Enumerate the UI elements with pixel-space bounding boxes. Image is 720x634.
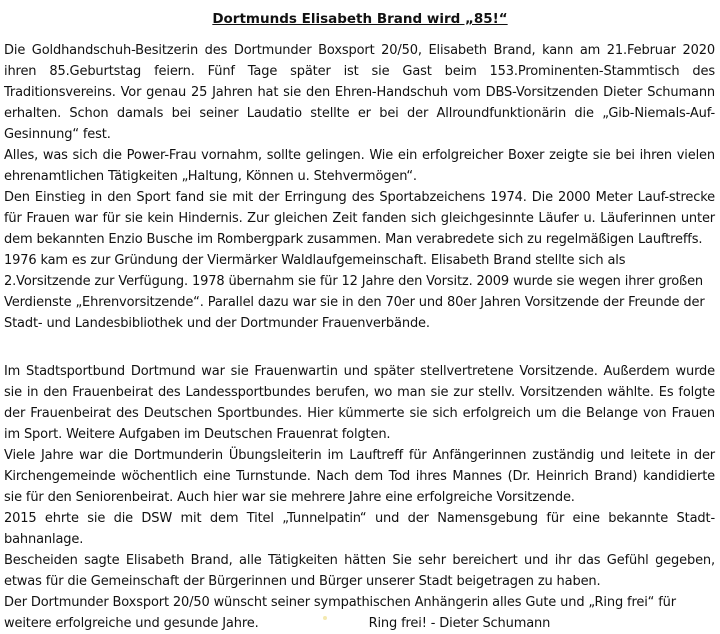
paragraph-1: Die Goldhandschuh-Besitzerin des Dortmunder Boxsport 20/50, Elisabeth Brand, kann am 21.Februar 2020 ihren 85.Geburtstag feiern. Fünf Tage später ist sie Gast beim 153.Prominenten-Stammtisch des Traditionsvereins. Vor genau 25 Jahren hat sie den Ehren-Handschuh vom DBS-Vorsitzenden Dieter Schumann erhalten. Schon damals bei seiner Laudatio stellte er bei der Allroundfunktionärin die „Gib-Niemals-Auf-Gesinnung“ fest. bbox=[4, 43, 715, 142]
paragraph-4: 1976 kam es zur Gründung der Viermärker Waldlaufgemeinschaft. Elisabeth Brand stellte sich als 2.Vorsitzende zur Verfügung. 1978 übernahm sie für 12 Jahre den Vorsitz. 2009 wurde sie wegen ihrer großen Verdienste „Ehrenvorsitzende“. Parallel dazu war sie in den 70er und 80er Jahren Vorsitzende der Freunde der Stadt- und Landesbibliothek und der Dortmunder Frauenverbände. bbox=[4, 253, 705, 331]
article-section-2 bbox=[4, 361, 715, 634]
paragraph-2: Alles, was sich die Power-Frau vornahm, sollte gelingen. Wie ein erfolgreicher Boxer zeigte sie bei ihren vielen ehrenamtlichen Tätigkeiten „Haltung, Können u. Stehvermögen“. bbox=[4, 148, 715, 184]
paragraph-6: Viele Jahre war die Dortmunderin Übungsleiterin im Lauftreff für Anfängerinnen zuständig und leitete in der Kirchengemeinde wöchentlich eine Turnstunde. Nach dem Tod ihres Mannes (Dr. Heinrich Brand) kandidierte sie für den Seniorenbeirat. Auch hier war sie mehrere Jahre eine erfolgreiche Vorsitzende. bbox=[4, 448, 715, 505]
paragraph-5: Im Stadtsportbund Dortmund war sie Frauenwartin und später stellvertretene Vorsitzende. Außerdem wurde sie in den Frauenbeirat des Landessportbundes berufen, wo man sie zur stellv. Vorsitzenden wählte. Es folgte der Frauenbeirat des Deutschen Sportbundes. Hier kümmerte sie sich erfolgreich um die Belange von Frauen im Sport. Weitere Aufgaben im Deutschen Frauenrat folgten. bbox=[4, 364, 715, 442]
scan-artifact-dot bbox=[323, 616, 327, 620]
article-title: Dortmunds Elisabeth Brand wird „85!“ bbox=[212, 11, 508, 27]
article-section-1 bbox=[4, 40, 715, 334]
paragraph-3: Den Einstieg in den Sport fand sie mit der Erringung des Sportabzeichens 1974. Die 2000 Meter Lauf-strecke für Frauen war für sie kein Hindernis. Zur gleichen Zeit fanden sich gleichgesinnte Läufer u. Läuferinnen unter dem bekannten Enzio Busche im Rombergpark zusammen. Man verabredete sich zu regelmäßigen Lauftreffs. bbox=[4, 190, 715, 247]
closing-text: Der Dortmunder Boxsport 20/50 wünscht seiner sympathischen Anhängerin alles Gute und „Ring frei“ für weitere erfolgreiche und gesunde Jahre. bbox=[4, 595, 676, 631]
paragraph-7: 2015 ehrte sie die DSW mit dem Titel „Tunnelpatin“ und der Namensgebung für eine bekannte Stadt-bahnanlage. bbox=[4, 511, 715, 547]
paragraph-8: Bescheiden sagte Elisabeth Brand, alle Tätigkeiten hätten Sie sehr bereichert und ihr das Gefühl gegeben, etwas für die Gemeinschaft der Bürgerinnen und Bürger unserer Stadt beigetragen zu haben. bbox=[4, 553, 715, 589]
signature: Ring frei! - Dieter Schumann bbox=[368, 616, 551, 631]
section-divider bbox=[0, 352, 720, 353]
paragraph-9 bbox=[4, 592, 715, 634]
